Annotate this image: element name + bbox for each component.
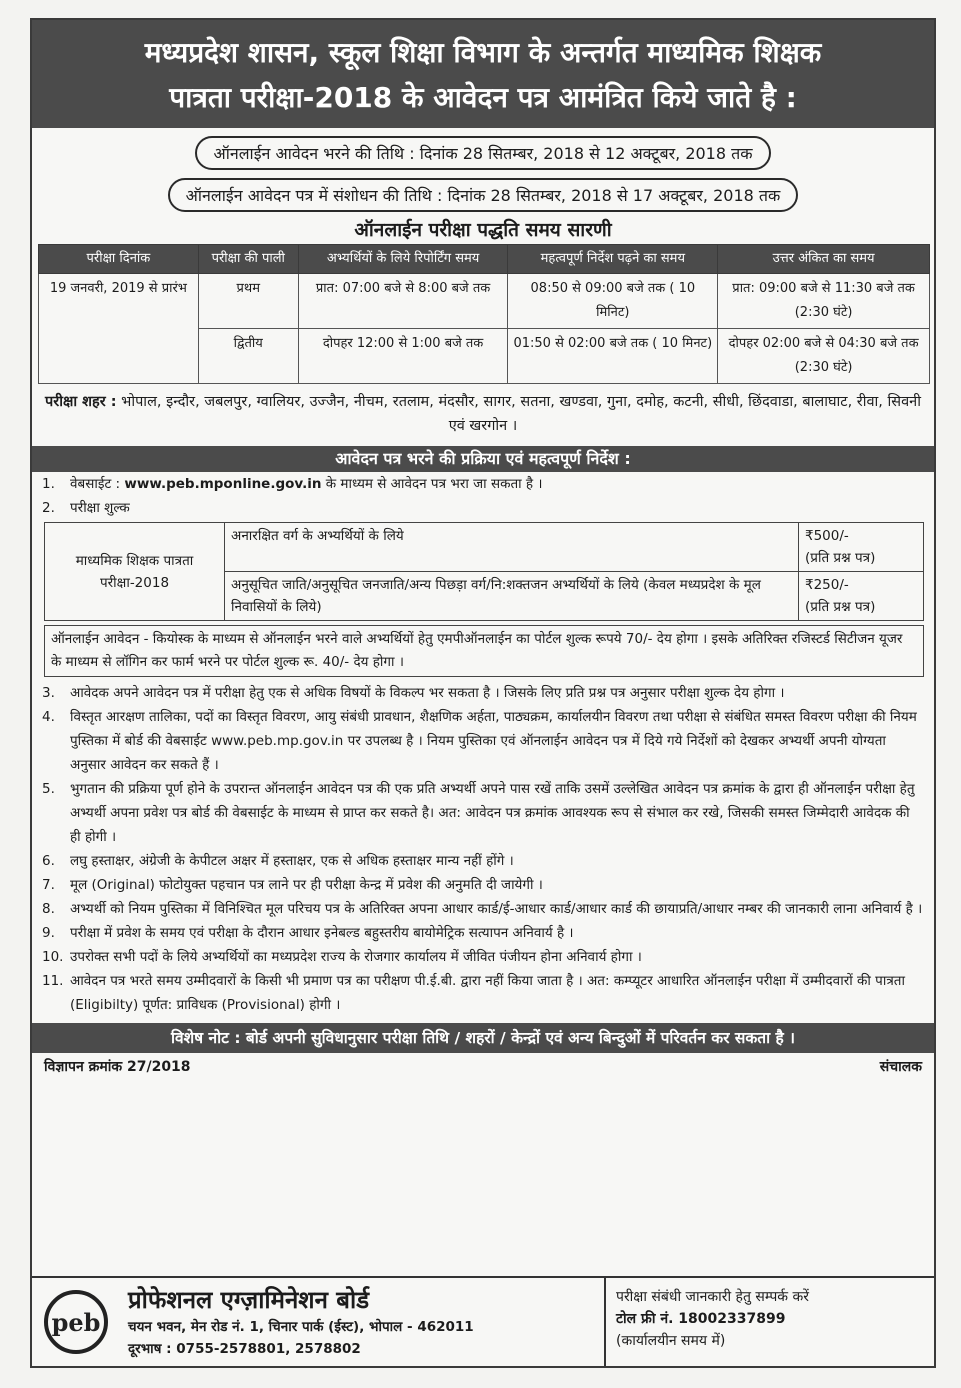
schedule-header-row [39,245,930,274]
process-title: आवेदन पत्र भरने की प्रक्रिया एवं महत्वपूर्ण निर्देश : [32,446,934,472]
list-item: 3. आवेदक अपने आवेदन पत्र में परीक्षा हेतु एक से अधिक विषयों के विकल्प भर सकता है । जिसके लिए प्रति प्रश्न पत्र अनुसार परीक्षा शुल्क देय होगा । [42,685,785,701]
col-reading: महत्वपूर्ण निर्देश पढ़ने का समय [508,245,718,274]
fee-desc: अनारक्षित वर्ग के अभ्यर्थियों के लिये [225,523,799,572]
list-item: 9. परीक्षा में प्रवेश के समय एवं परीक्षा के दौरान आधार इनेबल्ड बहुस्तरीय बायोमेट्रिक सत्यापन अनिवार्य है । [42,925,574,941]
table-row [45,523,924,572]
svg-text:peb: peb [51,1308,101,1337]
list-item: 6. लघु हस्ताक्षर, अंग्रेजी के केपीटल अक्षर में हस्ताक्षर, एक से अधिक हस्ताक्षर मान्य नहीं होंगे । [42,853,514,869]
website-link[interactable]: www.peb.mponline.gov.in [124,476,322,492]
list-item: 2. परीक्षा शुल्क [42,500,130,516]
header-line-1: मध्यप्रदेश शासन, स्कूल शिक्षा विभाग के अन्तर्गत माध्यमिक शिक्षक [144,36,822,69]
shift-cell: प्रथम [198,274,298,329]
fee-desc: अनुसूचित जाति/अनुसूचित जनजाति/अन्य पिछड़ा वर्ग/नि:शक्तजन अभ्यर्थियों के लिये (केवल मध्यप्रदेश के मूल निवासियों के लिये) [225,572,799,621]
board-address: चयन भवन, मेन रोड नं. 1, चिनार पार्क (ईस्ट), भोपाल - 462011 [128,1319,474,1335]
list-item: 11. आवेदन पत्र भरते समय उम्मीदवारों के किसी भी प्रमाण पत्र का परीक्षण पी.ई.बी. द्वारा नहीं किया जाता है । अत: कम्प्यूटर आधारित ऑनलाईन परीक्षा में उम्मीदवारों की पात्रता (Eligibilty) पूर्णत: प्राविधक (Provisional) होगी । [42,973,905,1013]
col-reporting: अभ्यर्थियों के लिये रिपोर्टिंग समय [298,245,508,274]
reporting-cell: दोपहर 12:00 से 1:00 बजे तक [298,329,508,384]
exam-cities [42,390,924,438]
cities-label: परीक्षा शहर : [45,394,117,410]
correction-date-row [32,178,934,212]
reading-cell: 08:50 से 09:00 बजे तक ( 10 मिनिट) [508,274,718,329]
board-phone: दूरभाष : 0755-2578801, 2578802 [128,1341,361,1357]
contact-title: परीक्षा संबंधी जानकारी हेतु सम्पर्क करें [616,1289,809,1305]
correction-date-pill: ऑनलाईन आवेदन पत्र में संशोधन की तिथि : दिनांक 28 सितम्बर, 2018 से 17 अक्टूबर, 2018 तक [168,178,799,212]
fee-exam-name: माध्यमिक शिक्षक पात्रता परीक्षा-2018 [45,523,225,621]
answer-cell: प्रात: 09:00 बजे से 11:30 बजे तक (2:30 घंटे) [718,274,930,329]
list-item: 7. मूल (Original) फोटोयुक्त पहचान पत्र लाने पर ही परीक्षा केन्द्र में प्रवेश की अनुमति दी जायेगी । [42,877,543,893]
contact-box [604,1278,934,1366]
fee-amount: ₹500/- (प्रति प्रश्न पत्र) [799,523,924,572]
col-exam-date: परीक्षा दिनांक [39,245,199,274]
reading-cell: 01:50 से 02:00 बजे तक ( 10 मिनट) [508,329,718,384]
apply-date-pill: ऑनलाईन आवेदन भरने की तिथि : दिनांक 28 सितम्बर, 2018 से 12 अक्टूबर, 2018 तक [195,136,770,170]
fee-amount: ₹250/- (प्रति प्रश्न पत्र) [799,572,924,621]
schedule-title: ऑनलाईन परीक्षा पद्धति समय सारणी [32,216,934,244]
advertisement-sheet [30,18,936,1368]
advert-number: विज्ञापन क्रमांक 27/2018 [44,1059,191,1075]
schedule-table [38,244,930,384]
header-line-2: पात्रता परीक्षा-2018 के आवेदन पत्र आमंत्रित किये जाते है : [169,81,797,114]
signatory: संचालक [879,1059,922,1075]
board-footer [32,1276,934,1366]
table-row [39,274,930,329]
instruction-list [32,681,934,1017]
col-shift: परीक्षा की पाली [198,245,298,274]
special-note: विशेष नोट : बोर्ड अपनी सुविधानुसार परीक्षा तिथि / शहरों / केन्द्रों एवं अन्य बिन्दुओं में परिवर्तन कर सकता है । [32,1023,934,1053]
advert-meta-row [32,1053,934,1079]
cities-list: भोपाल, इन्दौर, जबलपुर, ग्वालियर, उज्जैन, नीचम, रतलाम, मंदसौर, सागर, सतना, खण्डवा, गुना, दमोह, कटनी, सीधी, छिंदवाडा, बालाघाट, रीवा, सिवनी एवं खरगोन । [121,394,921,434]
advert-header [32,20,934,128]
online-fee-note: ऑनलाईन आवेदन - कियोस्क के माध्यम से ऑनलाईन भरने वाले अभ्यर्थियों हेतु एमपीऑनलाईन का पोर्टल शुल्क रूपये 70/- देय होगा । इसके अतिरिक्त रजिस्टर्ड सिटीजन यूजर के माध्यम से लॉगिन कर फार्म भरने पर पोर्टल शुल्क रू. 40/- देय होगा । [44,625,924,677]
exam-date-cell: 19 जनवरी, 2019 से प्रारंभ [39,274,199,384]
list-item: 1. वेबसाईट : www.peb.mponline.gov.in के माध्यम से आवेदन पत्र भरा जा सकता है । [42,476,543,492]
office-hours: (कार्यालयीन समय में) [616,1333,726,1349]
answer-cell: दोपहर 02:00 बजे से 04:30 बजे तक (2:30 घंटे) [718,329,930,384]
list-item: 5. भुगतान की प्रक्रिया पूर्ण होने के उपरान्त ऑनलाईन आवेदन पत्र की एक प्रति अभ्यर्थी अपने पास रखें ताकि उसमें उल्लेखित आवेदन पत्र क्रमांक के द्वारा ही ऑनलाईन परीक्षा हेतु अभ्यर्थी अपना प्रवेश पत्र बोर्ड की वेबसाईट के माध्यम से प्राप्त कर सकते है। अत: आवेदन पत्र क्रमांक आवश्यक रूप से संभाल कर रखे, जिसकी समस्त जिम्मेदारी आवेदक की ही होगी । [42,781,915,845]
board-info [120,1278,604,1366]
fee-table [44,522,924,621]
list-item: 10. उपरोक्त सभी पदों के लिये अभ्यर्थियों का मध्यप्रदेश राज्य के रोजगार कार्यालय में जीवित पंजीयन होना अनिवार्य होगा । [42,949,642,965]
list-item: 8. अभ्यर्थी को नियम पुस्तिका में विनिश्चित मूल परिचय पत्र के अतिरिक्त अपना आधार कार्ड/ई-आधार कार्ड/आधार कार्ड की छायाप्रति/आधार नम्बर की जानकारी लाना अनिवार्य है । [42,901,923,917]
col-answer: उत्तर अंकित का समय [718,245,930,274]
shift-cell: द्वितीय [198,329,298,384]
tollfree-number: टोल फ्री नं. 18002337899 [616,1311,786,1327]
board-name: प्रोफेशनल एग्ज़ामिनेशन बोर्ड [128,1286,370,1314]
peb-logo-icon [32,1278,120,1366]
apply-date-row [32,136,934,170]
list-item: 4. विस्तृत आरक्षण तालिका, पदों का विस्तृत विवरण, आयु संबंधी प्रावधान, शैक्षणिक अर्हता, पाठ्यक्रम, कार्यालयीन विवरण तथा परीक्षा से संबंधित समस्त विवरण परीक्षा की नियम पुस्तिका में बोर्ड की वेबसाईट www.peb.mp.gov.in पर उपलब्ध है । नियम पुस्तिका एवं ऑनलाईन आवेदन पत्र में दिये गये निर्देशों को देखकर अभ्यर्थी अपनी योग्यता अनुसार आवेदन कर सकते हैं । [42,709,917,773]
reporting-cell: प्रात: 07:00 बजे से 8:00 बजे तक [298,274,508,329]
